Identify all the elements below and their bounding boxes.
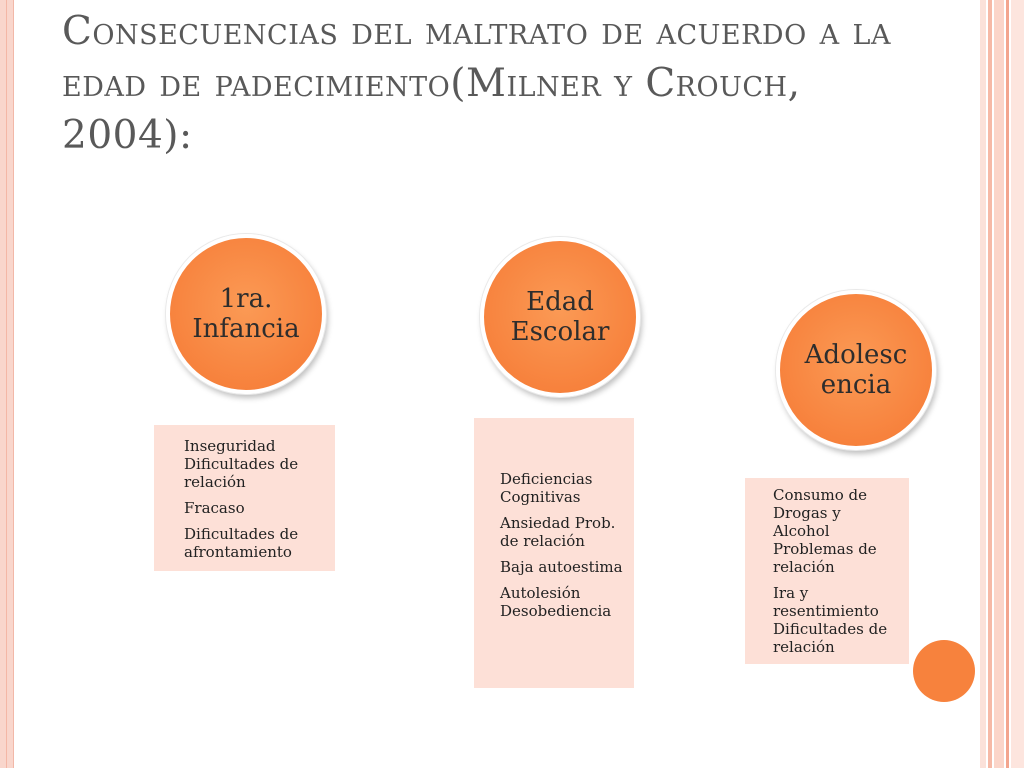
stage-label-line: Edad: [526, 287, 594, 317]
consequence-item: Deficiencias Cognitivas: [500, 470, 593, 506]
stage-label-line: Infancia: [192, 314, 300, 344]
stage-node-infancia: [166, 234, 326, 394]
stage-box-infancia: [154, 425, 335, 571]
consequence-item: Autolesión Desobediencia: [500, 584, 612, 620]
consequence-item: Consumo de Drogas y Alcohol Problemas de relación: [773, 486, 877, 576]
left-frame-border: [0, 0, 14, 768]
stage-label-line: Escolar: [510, 317, 610, 347]
consequence-item: Dificultades de afrontamiento: [184, 525, 299, 561]
consequence-item: Ansiedad Prob. de relación: [500, 514, 616, 550]
stage-node-adolescencia: [776, 290, 936, 450]
slide-title: Consecuencias del maltrato de acuerdo a la edad de padecimiento(Milner y Crouch, 2004):: [62, 9, 891, 158]
stage-node-edad-escolar: [480, 237, 640, 397]
consequence-item: Baja autoestima: [500, 558, 623, 576]
stage-box-adolescencia: [745, 478, 909, 664]
stage-label-line: 1ra.: [219, 284, 273, 314]
accent-dot-decoration: [913, 640, 975, 702]
stage-label-line: encia: [820, 370, 892, 400]
consequence-item: Inseguridad Dificultades de relación: [184, 437, 299, 491]
stage-label-line: Adolesc: [804, 340, 908, 370]
consequence-item: Fracaso: [184, 499, 245, 517]
consequence-item: Ira y resentimiento Dificultades de relación: [773, 584, 888, 656]
right-frame-border: [980, 0, 1024, 768]
stage-box-edad-escolar: [474, 418, 634, 688]
